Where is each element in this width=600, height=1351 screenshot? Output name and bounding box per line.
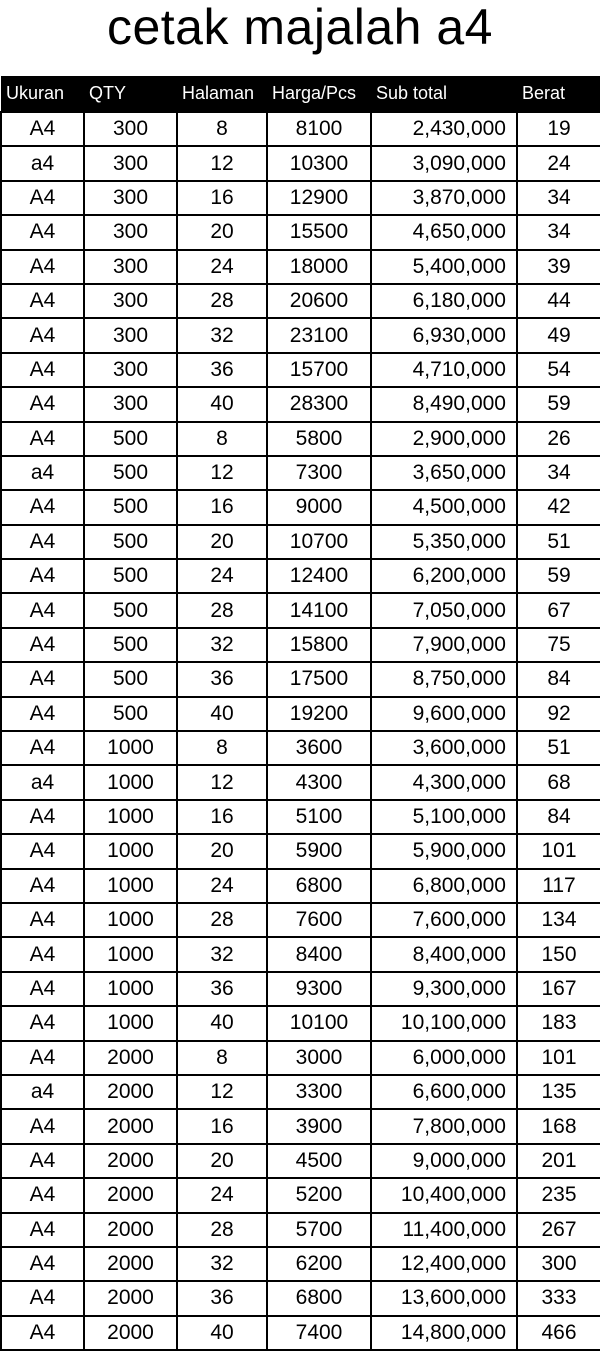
cell-subtotal: 2,900,000	[371, 422, 517, 456]
cell-ukuran: A4	[1, 972, 84, 1006]
cell-halaman: 20	[177, 525, 267, 559]
cell-ukuran: A4	[1, 1041, 84, 1075]
cell-ukuran: A4	[1, 490, 84, 524]
cell-berat: 135	[517, 1075, 600, 1109]
cell-qty: 1000	[84, 903, 177, 937]
table-body	[1, 112, 600, 1350]
cell-harga: 14100	[267, 593, 371, 627]
cell-berat: 54	[517, 353, 600, 387]
cell-qty: 500	[84, 662, 177, 696]
cell-harga: 19200	[267, 697, 371, 731]
cell-subtotal: 9,000,000	[371, 1144, 517, 1178]
cell-halaman: 8	[177, 731, 267, 765]
cell-halaman: 16	[177, 181, 267, 215]
cell-berat: 26	[517, 422, 600, 456]
cell-harga: 10100	[267, 1006, 371, 1040]
cell-ukuran: A4	[1, 1006, 84, 1040]
cell-qty: 500	[84, 525, 177, 559]
table-row	[1, 284, 600, 318]
table-row	[1, 215, 600, 249]
cell-halaman: 32	[177, 318, 267, 352]
cell-ukuran: A4	[1, 869, 84, 903]
cell-halaman: 40	[177, 387, 267, 421]
cell-berat: 134	[517, 903, 600, 937]
cell-harga: 5100	[267, 800, 371, 834]
cell-qty: 1000	[84, 800, 177, 834]
header-halaman: Halaman	[177, 76, 267, 112]
cell-berat: 183	[517, 1006, 600, 1040]
cell-halaman: 16	[177, 800, 267, 834]
cell-berat: 117	[517, 869, 600, 903]
cell-harga: 9300	[267, 972, 371, 1006]
cell-ukuran: a4	[1, 1075, 84, 1109]
cell-subtotal: 9,300,000	[371, 972, 517, 1006]
price-table	[0, 76, 600, 1351]
cell-berat: 34	[517, 181, 600, 215]
cell-subtotal: 14,800,000	[371, 1316, 517, 1350]
cell-ukuran: A4	[1, 697, 84, 731]
cell-harga: 5800	[267, 422, 371, 456]
cell-halaman: 16	[177, 1109, 267, 1143]
cell-qty: 1000	[84, 972, 177, 1006]
cell-berat: 235	[517, 1178, 600, 1212]
table-row	[1, 1213, 600, 1247]
table-row	[1, 593, 600, 627]
cell-berat: 150	[517, 937, 600, 971]
page-title: cetak majalah a4	[106, 0, 493, 55]
cell-harga: 6800	[267, 1281, 371, 1315]
cell-halaman: 32	[177, 628, 267, 662]
cell-qty: 2000	[84, 1213, 177, 1247]
cell-ukuran: A4	[1, 800, 84, 834]
cell-ukuran: A4	[1, 662, 84, 696]
cell-ukuran: A4	[1, 112, 84, 146]
cell-halaman: 24	[177, 250, 267, 284]
cell-subtotal: 10,100,000	[371, 1006, 517, 1040]
table-row	[1, 525, 600, 559]
cell-subtotal: 4,710,000	[371, 353, 517, 387]
cell-harga: 9000	[267, 490, 371, 524]
cell-halaman: 28	[177, 284, 267, 318]
cell-ukuran: a4	[1, 456, 84, 490]
cell-subtotal: 3,650,000	[371, 456, 517, 490]
cell-halaman: 8	[177, 112, 267, 146]
cell-subtotal: 6,800,000	[371, 869, 517, 903]
cell-ukuran: A4	[1, 181, 84, 215]
cell-harga: 3600	[267, 731, 371, 765]
cell-berat: 34	[517, 215, 600, 249]
cell-qty: 500	[84, 422, 177, 456]
cell-berat: 67	[517, 593, 600, 627]
cell-halaman: 20	[177, 215, 267, 249]
cell-berat: 92	[517, 697, 600, 731]
cell-halaman: 24	[177, 869, 267, 903]
cell-harga: 6800	[267, 869, 371, 903]
cell-subtotal: 3,870,000	[371, 181, 517, 215]
cell-qty: 2000	[84, 1281, 177, 1315]
cell-halaman: 8	[177, 422, 267, 456]
cell-subtotal: 2,430,000	[371, 112, 517, 146]
cell-qty: 2000	[84, 1178, 177, 1212]
cell-halaman: 40	[177, 697, 267, 731]
cell-subtotal: 12,400,000	[371, 1247, 517, 1281]
cell-qty: 2000	[84, 1041, 177, 1075]
cell-qty: 500	[84, 559, 177, 593]
cell-berat: 51	[517, 731, 600, 765]
header-qty: QTY	[84, 76, 177, 112]
table-row	[1, 697, 600, 731]
cell-subtotal: 8,750,000	[371, 662, 517, 696]
cell-qty: 2000	[84, 1144, 177, 1178]
cell-qty: 2000	[84, 1247, 177, 1281]
cell-harga: 5200	[267, 1178, 371, 1212]
cell-berat: 267	[517, 1213, 600, 1247]
cell-subtotal: 4,650,000	[371, 215, 517, 249]
cell-halaman: 36	[177, 353, 267, 387]
table-row	[1, 972, 600, 1006]
cell-ukuran: A4	[1, 834, 84, 868]
cell-ukuran: A4	[1, 422, 84, 456]
cell-harga: 20600	[267, 284, 371, 318]
table-row	[1, 1006, 600, 1040]
cell-halaman: 24	[177, 1178, 267, 1212]
cell-qty: 2000	[84, 1109, 177, 1143]
cell-qty: 2000	[84, 1316, 177, 1350]
cell-berat: 59	[517, 387, 600, 421]
cell-ukuran: A4	[1, 318, 84, 352]
cell-ukuran: A4	[1, 1178, 84, 1212]
cell-subtotal: 10,400,000	[371, 1178, 517, 1212]
cell-qty: 500	[84, 456, 177, 490]
table-row	[1, 1247, 600, 1281]
table-row	[1, 903, 600, 937]
cell-harga: 7600	[267, 903, 371, 937]
table-row	[1, 628, 600, 662]
cell-halaman: 28	[177, 593, 267, 627]
cell-halaman: 24	[177, 559, 267, 593]
table-row	[1, 800, 600, 834]
table-row	[1, 1316, 600, 1350]
cell-subtotal: 7,600,000	[371, 903, 517, 937]
cell-berat: 42	[517, 490, 600, 524]
cell-subtotal: 4,300,000	[371, 765, 517, 799]
cell-qty: 300	[84, 284, 177, 318]
cell-harga: 3000	[267, 1041, 371, 1075]
cell-ukuran: A4	[1, 1316, 84, 1350]
cell-halaman: 36	[177, 972, 267, 1006]
cell-qty: 500	[84, 697, 177, 731]
table-row	[1, 318, 600, 352]
cell-qty: 300	[84, 250, 177, 284]
cell-ukuran: A4	[1, 937, 84, 971]
cell-subtotal: 7,900,000	[371, 628, 517, 662]
cell-ukuran: A4	[1, 903, 84, 937]
cell-halaman: 36	[177, 1281, 267, 1315]
table-row	[1, 1144, 600, 1178]
cell-ukuran: A4	[1, 593, 84, 627]
cell-qty: 300	[84, 215, 177, 249]
cell-qty: 500	[84, 593, 177, 627]
cell-ukuran: A4	[1, 1144, 84, 1178]
cell-ukuran: A4	[1, 628, 84, 662]
cell-subtotal: 6,200,000	[371, 559, 517, 593]
cell-berat: 59	[517, 559, 600, 593]
cell-qty: 1000	[84, 869, 177, 903]
table-row	[1, 731, 600, 765]
cell-subtotal: 3,090,000	[371, 146, 517, 180]
cell-subtotal: 7,800,000	[371, 1109, 517, 1143]
table-row	[1, 112, 600, 146]
cell-berat: 167	[517, 972, 600, 1006]
cell-halaman: 32	[177, 937, 267, 971]
cell-berat: 39	[517, 250, 600, 284]
cell-subtotal: 7,050,000	[371, 593, 517, 627]
cell-halaman: 12	[177, 456, 267, 490]
cell-ukuran: a4	[1, 146, 84, 180]
cell-berat: 168	[517, 1109, 600, 1143]
cell-qty: 300	[84, 112, 177, 146]
table-row	[1, 353, 600, 387]
cell-berat: 68	[517, 765, 600, 799]
cell-qty: 1000	[84, 731, 177, 765]
cell-ukuran: A4	[1, 731, 84, 765]
cell-subtotal: 5,100,000	[371, 800, 517, 834]
cell-berat: 300	[517, 1247, 600, 1281]
cell-subtotal: 6,000,000	[371, 1041, 517, 1075]
table-row	[1, 146, 600, 180]
cell-harga: 5700	[267, 1213, 371, 1247]
header-harga: Harga/Pcs	[267, 76, 371, 112]
cell-harga: 8400	[267, 937, 371, 971]
cell-harga: 4300	[267, 765, 371, 799]
cell-berat: 44	[517, 284, 600, 318]
cell-harga: 7400	[267, 1316, 371, 1350]
cell-qty: 300	[84, 181, 177, 215]
cell-harga: 10300	[267, 146, 371, 180]
cell-qty: 1000	[84, 765, 177, 799]
cell-harga: 12400	[267, 559, 371, 593]
cell-halaman: 12	[177, 146, 267, 180]
cell-berat: 84	[517, 662, 600, 696]
header-berat: Berat	[517, 76, 600, 112]
cell-subtotal: 6,930,000	[371, 318, 517, 352]
header-ukuran: Ukuran	[1, 76, 84, 112]
cell-ukuran: A4	[1, 1247, 84, 1281]
cell-ukuran: A4	[1, 559, 84, 593]
cell-berat: 333	[517, 1281, 600, 1315]
cell-berat: 49	[517, 318, 600, 352]
cell-berat: 101	[517, 1041, 600, 1075]
cell-harga: 8100	[267, 112, 371, 146]
cell-subtotal: 4,500,000	[371, 490, 517, 524]
table-row	[1, 937, 600, 971]
table-row	[1, 181, 600, 215]
cell-berat: 24	[517, 146, 600, 180]
cell-berat: 84	[517, 800, 600, 834]
cell-harga: 4500	[267, 1144, 371, 1178]
cell-halaman: 12	[177, 1075, 267, 1109]
cell-berat: 51	[517, 525, 600, 559]
table-header-row	[1, 76, 600, 112]
table-row	[1, 1178, 600, 1212]
cell-subtotal: 5,400,000	[371, 250, 517, 284]
cell-qty: 1000	[84, 1006, 177, 1040]
cell-halaman: 32	[177, 1247, 267, 1281]
cell-qty: 300	[84, 353, 177, 387]
cell-harga: 3900	[267, 1109, 371, 1143]
cell-harga: 12900	[267, 181, 371, 215]
cell-subtotal: 5,900,000	[371, 834, 517, 868]
cell-subtotal: 6,600,000	[371, 1075, 517, 1109]
table-row	[1, 1041, 600, 1075]
cell-ukuran: A4	[1, 250, 84, 284]
table-row	[1, 456, 600, 490]
cell-ukuran: A4	[1, 284, 84, 318]
cell-berat: 201	[517, 1144, 600, 1178]
cell-harga: 7300	[267, 456, 371, 490]
cell-subtotal: 9,600,000	[371, 697, 517, 731]
cell-halaman: 20	[177, 834, 267, 868]
cell-qty: 500	[84, 628, 177, 662]
cell-subtotal: 5,350,000	[371, 525, 517, 559]
cell-subtotal: 6,180,000	[371, 284, 517, 318]
table-row	[1, 490, 600, 524]
cell-halaman: 16	[177, 490, 267, 524]
cell-harga: 18000	[267, 250, 371, 284]
cell-harga: 6200	[267, 1247, 371, 1281]
cell-berat: 34	[517, 456, 600, 490]
cell-halaman: 40	[177, 1006, 267, 1040]
cell-subtotal: 13,600,000	[371, 1281, 517, 1315]
table-row	[1, 559, 600, 593]
cell-subtotal: 3,600,000	[371, 731, 517, 765]
cell-qty: 300	[84, 318, 177, 352]
cell-ukuran: A4	[1, 387, 84, 421]
table-row	[1, 834, 600, 868]
cell-qty: 300	[84, 387, 177, 421]
cell-qty: 300	[84, 146, 177, 180]
table-row	[1, 765, 600, 799]
cell-berat: 75	[517, 628, 600, 662]
table-row	[1, 662, 600, 696]
cell-harga: 10700	[267, 525, 371, 559]
cell-ukuran: A4	[1, 1281, 84, 1315]
cell-berat: 101	[517, 834, 600, 868]
header-subtotal: Sub total	[371, 76, 517, 112]
cell-harga: 17500	[267, 662, 371, 696]
cell-subtotal: 8,490,000	[371, 387, 517, 421]
table-row	[1, 1281, 600, 1315]
cell-harga: 15500	[267, 215, 371, 249]
cell-qty: 1000	[84, 834, 177, 868]
cell-harga: 28300	[267, 387, 371, 421]
cell-qty: 500	[84, 490, 177, 524]
cell-subtotal: 11,400,000	[371, 1213, 517, 1247]
cell-harga: 3300	[267, 1075, 371, 1109]
table-row	[1, 869, 600, 903]
cell-halaman: 8	[177, 1041, 267, 1075]
cell-harga: 15800	[267, 628, 371, 662]
cell-halaman: 20	[177, 1144, 267, 1178]
table-row	[1, 250, 600, 284]
cell-subtotal: 8,400,000	[371, 937, 517, 971]
cell-berat: 19	[517, 112, 600, 146]
cell-qty: 2000	[84, 1075, 177, 1109]
cell-ukuran: A4	[1, 525, 84, 559]
cell-berat: 466	[517, 1316, 600, 1350]
table-row	[1, 422, 600, 456]
cell-qty: 1000	[84, 937, 177, 971]
cell-halaman: 36	[177, 662, 267, 696]
table-row	[1, 1075, 600, 1109]
cell-ukuran: a4	[1, 765, 84, 799]
table-row	[1, 387, 600, 421]
cell-ukuran: A4	[1, 215, 84, 249]
cell-halaman: 40	[177, 1316, 267, 1350]
cell-ukuran: A4	[1, 1109, 84, 1143]
cell-harga: 5900	[267, 834, 371, 868]
cell-halaman: 28	[177, 1213, 267, 1247]
cell-ukuran: A4	[1, 353, 84, 387]
cell-ukuran: A4	[1, 1213, 84, 1247]
cell-halaman: 28	[177, 903, 267, 937]
cell-harga: 23100	[267, 318, 371, 352]
cell-halaman: 12	[177, 765, 267, 799]
table-row	[1, 1109, 600, 1143]
cell-harga: 15700	[267, 353, 371, 387]
